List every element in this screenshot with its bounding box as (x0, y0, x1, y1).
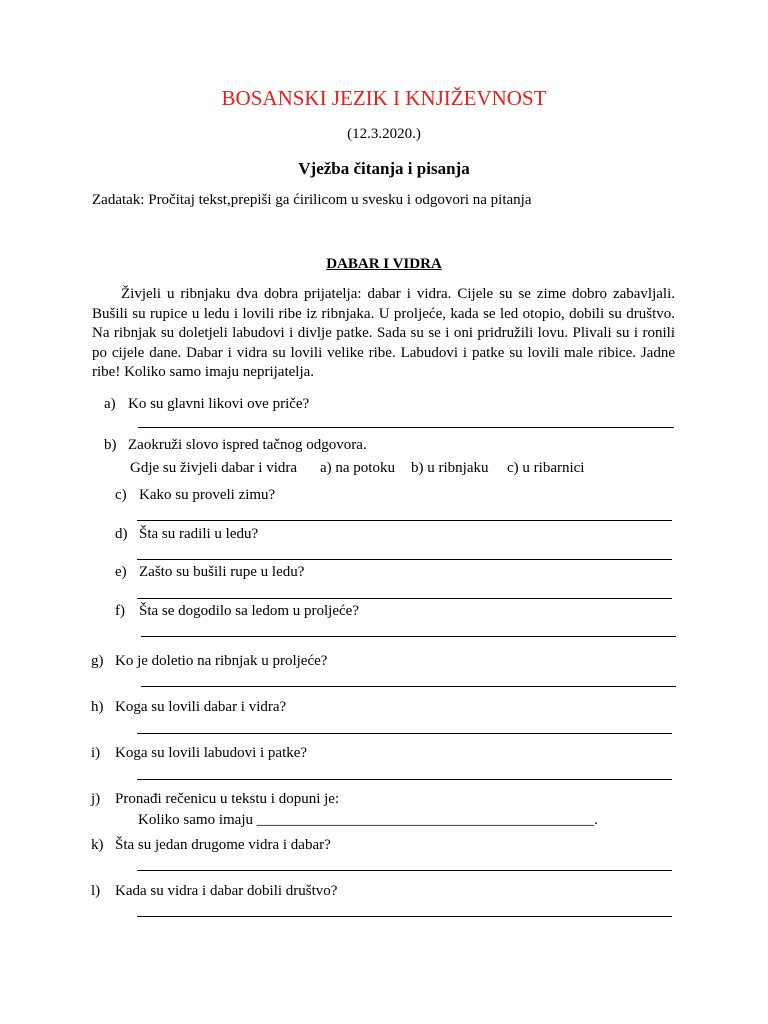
question-text: Šta se dogodilo sa ledom u proljeće? (139, 603, 359, 619)
task-instruction: Zadatak: Pročitaj tekst,prepiši ga ćirilicom u svesku i odgovori na pitanja (92, 192, 532, 208)
question-text: Ko je doletio na ribnjak u proljeće? (115, 653, 328, 669)
question-text: Pronađi rečenicu u tekstu i dopuni je: (115, 791, 340, 807)
answer-line[interactable] (141, 686, 676, 687)
question-letter: j) (91, 791, 101, 807)
answer-line[interactable] (137, 870, 672, 871)
answer-line[interactable] (137, 916, 672, 917)
answer-line[interactable] (137, 598, 672, 599)
question-letter: e) (115, 564, 127, 580)
fill-in-sentence[interactable]: Koliko samo imaju _____________________________________________. (138, 812, 598, 828)
answer-option[interactable]: b) u ribnjaku (411, 460, 489, 476)
story-title: DABAR I VIDRA (326, 256, 442, 272)
question-letter: d) (115, 526, 128, 542)
question-letter: k) (91, 837, 104, 853)
question-letter: a) (104, 396, 116, 412)
question-letter: c) (115, 487, 127, 503)
question-text: Koga su lovili dabar i vidra? (115, 699, 287, 715)
answer-line[interactable] (137, 733, 672, 734)
worksheet-date: (12.3.2020.) (347, 126, 421, 142)
question-text: Zaokruži slovo ispred tačnog odgovora. (128, 437, 367, 453)
answer-line[interactable] (141, 636, 676, 637)
question-letter: l) (91, 883, 101, 899)
worksheet-subtitle: Vježba čitanja i pisanja (298, 159, 470, 178)
question-text: Zašto su bušili rupe u ledu? (139, 564, 305, 580)
question-text: Kako su proveli zimu? (139, 487, 276, 503)
question-text: Ko su glavni likovi ove priče? (128, 396, 310, 412)
question-letter: i) (91, 745, 101, 761)
question-letter: b) (104, 437, 117, 453)
answer-line[interactable] (137, 779, 672, 780)
question-text: Koga su lovili labudovi i patke? (115, 745, 308, 761)
answer-option[interactable]: a) na potoku (320, 460, 395, 476)
answer-option[interactable]: c) u ribarnici (507, 460, 585, 476)
question-text: Kada su vidra i dabar dobili društvo? (115, 883, 338, 899)
question-prompt: Gdje su živjeli dabar i vidra (130, 460, 298, 476)
question-text: Šta su jedan drugome vidra i dabar? (115, 837, 331, 853)
question-letter: f) (115, 603, 125, 619)
story-text: Živjeli u ribnjaku dva dobra prijatelja: dabar i vidra. Cijele su se zime dobro zabavljali. Bušili su rupice u ledu i lovili ribe iz ribnjaka. U proljeće, kada se led otopio, dobili su društvo. Na ribnjak su doletjeli labudovi i divlje patke. Sada su se i oni pridružili lovu. Plivali su i ronili po cijele dane. Dabar i vidra su lovili velike ribe. Labudovi i patke su lovili male ribice. Jadne ribe! Koliko samo imaju neprijatelja. (92, 286, 675, 381)
question-letter: h) (91, 699, 104, 715)
answer-line[interactable] (137, 520, 672, 521)
question-text: Šta su radili u ledu? (139, 526, 259, 542)
worksheet-title: BOSANSKI JEZIK I KNJIŽEVNOST (221, 86, 547, 110)
answer-line[interactable] (138, 427, 674, 428)
question-letter: g) (91, 653, 104, 669)
answer-line[interactable] (137, 559, 672, 560)
